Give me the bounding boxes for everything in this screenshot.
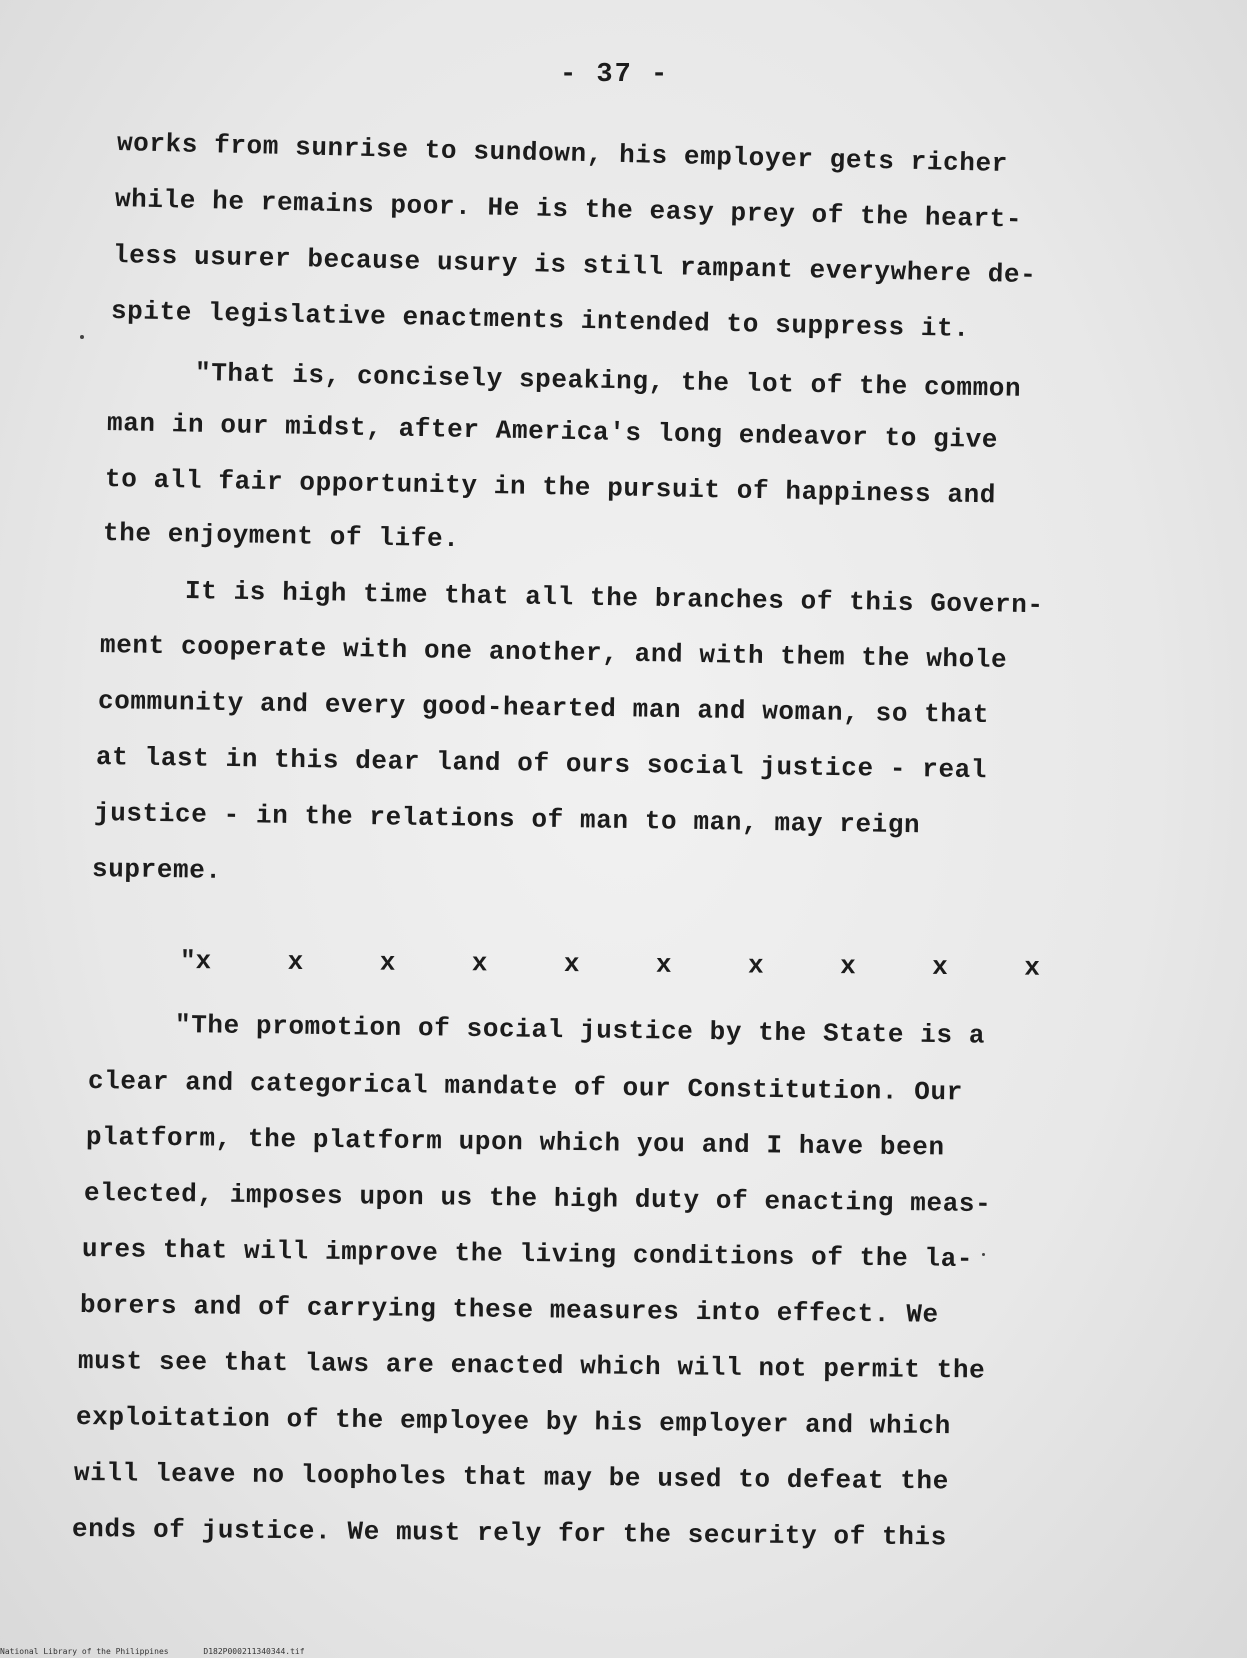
text-line: supreme. xyxy=(91,854,222,886)
footer-institution: National Library of the Philippines xyxy=(0,1647,169,1656)
text-line: works from sunrise to sundown, his employer gets richer xyxy=(116,128,1009,179)
text-line: while he remains poor. He is the easy prey of the heart- xyxy=(114,184,1023,235)
text-line: at last in this dear land of ours social justice - real xyxy=(95,742,988,786)
text-line: ures that will improve the living conditions of the la- xyxy=(81,1234,974,1275)
text-line: ment cooperate with one another, and with them the whole xyxy=(99,630,1008,676)
text-line: the enjoyment of life. xyxy=(102,518,460,555)
omission-mark: x xyxy=(563,949,580,980)
omission-mark: x xyxy=(932,951,948,983)
text-line: "That is, concisely speaking, the lot of the common xyxy=(194,358,1022,404)
omission-mark: x xyxy=(655,949,672,980)
text-line: will leave no loopholes that may be used to defeat the xyxy=(73,1458,950,1497)
scan-footer xyxy=(0,1647,335,1656)
text-line: man in our midst, after America's long endeavor to give xyxy=(106,408,999,456)
text-line: ends of justice. We must rely for the security of this xyxy=(71,1514,948,1553)
text-line: elected, imposes upon us the high duty of enacting meas- xyxy=(83,1178,992,1220)
text-line: clear and categorical mandate of our Constitution. Our xyxy=(87,1066,964,1108)
text-line: platform, the platform upon which you and I have been xyxy=(85,1122,945,1163)
omission-mark: x xyxy=(287,946,304,977)
page-number: - 37 - xyxy=(560,60,670,90)
omission-mark: x xyxy=(1024,952,1041,983)
omission-marks xyxy=(180,946,1040,983)
omission-mark: "x xyxy=(179,946,212,977)
scan-speck xyxy=(982,1253,985,1256)
text-line: spite legislative enactments intended to suppress it. xyxy=(110,296,970,344)
text-line: borers and of carrying these measures into effect. We xyxy=(79,1290,939,1330)
text-line: It is high time that all the branches of this Govern- xyxy=(184,576,1044,621)
scan-speck xyxy=(80,335,84,339)
text-line: exploitation of the employee by his employer and which xyxy=(75,1402,952,1442)
text-line: less usurer because usury is still rampant everywhere de- xyxy=(112,240,1037,291)
omission-mark: x xyxy=(471,948,488,979)
omission-mark: x xyxy=(840,951,856,982)
omission-mark: x xyxy=(747,950,764,981)
text-line: to all fair opportunity in the pursuit of happiness and xyxy=(104,464,997,511)
text-line: "The promotion of social justice by the State is a xyxy=(174,1010,986,1051)
footer-file-id: D182P000211340344.tif xyxy=(203,1647,305,1656)
omission-mark: x xyxy=(379,947,396,978)
text-line: community and every good-hearted man and woman, so that xyxy=(97,686,990,730)
text-line: justice - in the relations of man to man, may reign xyxy=(93,798,921,841)
text-line: must see that laws are enacted which will not permit the xyxy=(77,1346,986,1386)
